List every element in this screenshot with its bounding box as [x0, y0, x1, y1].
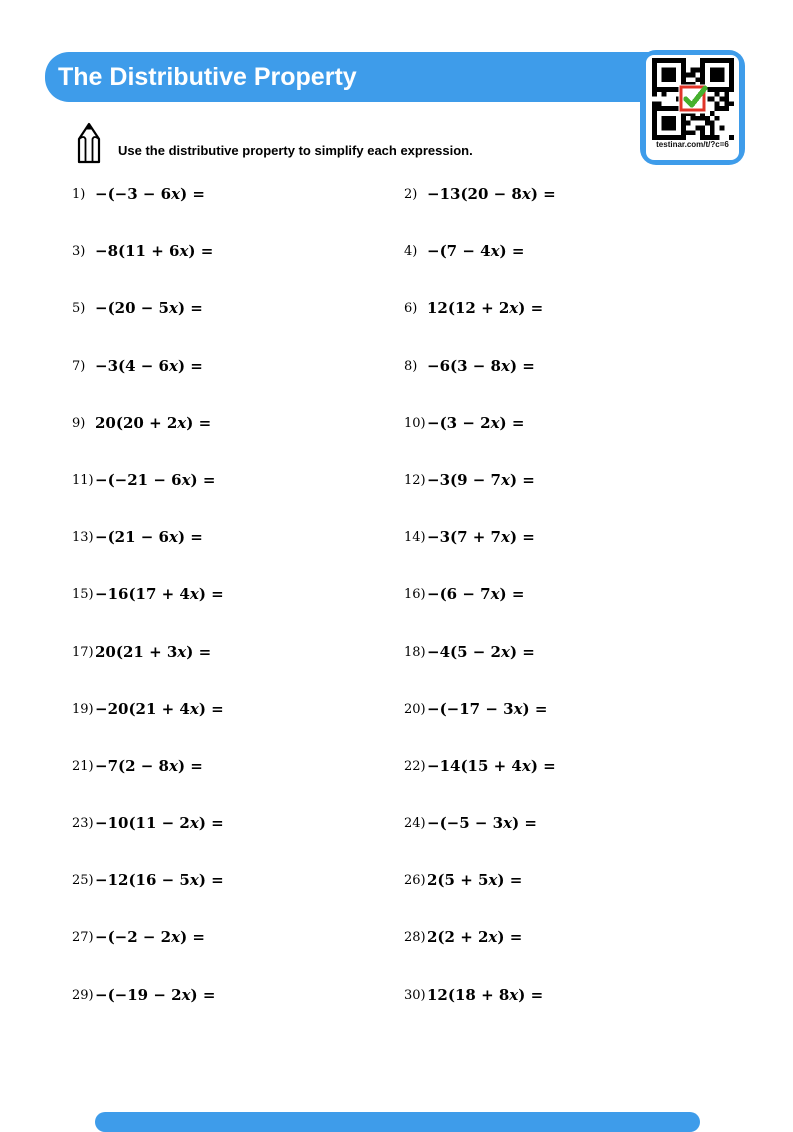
problem-expression: 12(18 + 8x) = — [427, 985, 544, 1004]
problem-number: 4) — [404, 244, 418, 260]
problem-expression: −(−19 − 2x) = — [95, 985, 216, 1004]
problem-expression: −6(3 − 8x) = — [427, 356, 535, 375]
problem-number: 6) — [404, 301, 418, 317]
problem-item — [404, 643, 742, 700]
problem-item — [72, 242, 404, 299]
problem-expression: −(20 − 5x) = — [95, 299, 203, 318]
problem-number: 24) — [404, 816, 426, 832]
problem-number: 9) — [72, 415, 86, 431]
footer-bar — [95, 1112, 700, 1132]
problem-number: 10) — [404, 415, 426, 431]
pencil-icon — [76, 122, 102, 164]
problem-number: 2) — [404, 187, 418, 202]
problem-item — [404, 357, 742, 414]
problem-number: 29) — [72, 987, 94, 1003]
problem-expression: −(3 − 2x) = — [427, 413, 525, 432]
problem-expression: −10(11 − 2x) = — [95, 814, 224, 833]
qr-pattern-icon — [652, 58, 734, 140]
problem-item — [404, 299, 742, 356]
problem-number: 16) — [404, 587, 426, 603]
problem-item — [72, 585, 404, 642]
problem-number: 17) — [72, 644, 94, 660]
problem-expression: −(−5 − 3x) = — [427, 814, 537, 833]
problem-item — [72, 185, 404, 242]
problem-number: 5) — [72, 301, 86, 317]
problem-item — [72, 928, 404, 985]
problem-item — [72, 814, 404, 871]
problem-number: 7) — [72, 358, 86, 374]
problem-item — [72, 299, 404, 356]
problem-item — [72, 986, 404, 1043]
problem-expression: −(−2 − 2x) = — [95, 928, 205, 947]
problem-expression: 20(21 + 3x) = — [95, 642, 212, 661]
problem-number: 21) — [72, 758, 94, 774]
problem-item — [404, 814, 742, 871]
problem-number: 23) — [72, 816, 94, 832]
problem-expression: −16(17 + 4x) = — [95, 585, 224, 604]
problem-expression: −12(16 − 5x) = — [95, 871, 224, 890]
problem-item — [404, 757, 742, 814]
problem-item — [404, 700, 742, 757]
problem-item — [72, 414, 404, 471]
qr-url-label: testinar.com/t/?c=6 — [656, 140, 729, 149]
problem-expression: 2(5 + 5x) = — [427, 871, 523, 890]
problem-number: 11) — [72, 472, 94, 488]
problem-expression: −(−3 − 6x) = — [95, 185, 205, 203]
problem-expression: −(6 − 7x) = — [427, 585, 525, 604]
qr-code — [646, 55, 739, 160]
problem-number: 3) — [72, 244, 86, 260]
problem-expression: −13(20 − 8x) = — [427, 185, 556, 203]
problem-item — [404, 414, 742, 471]
instruction-row — [76, 122, 473, 164]
problem-item — [72, 528, 404, 585]
problem-expression: −8(11 + 6x) = — [95, 242, 214, 261]
problem-number: 22) — [404, 758, 426, 774]
qr-code-block — [640, 50, 745, 165]
problem-item — [404, 986, 742, 1043]
problem-number: 20) — [404, 701, 426, 717]
problem-item — [404, 871, 742, 928]
problem-item — [72, 357, 404, 414]
problem-number: 12) — [404, 472, 426, 488]
problem-expression: 20(20 + 2x) = — [95, 413, 212, 432]
problem-expression: −7(2 − 8x) = — [95, 756, 203, 775]
problem-expression: −(21 − 6x) = — [95, 528, 203, 547]
problem-expression: −3(4 − 6x) = — [95, 356, 203, 375]
problem-item — [404, 928, 742, 985]
problem-expression: 12(12 + 2x) = — [427, 299, 544, 318]
problem-item — [404, 585, 742, 642]
problem-item — [72, 471, 404, 528]
problem-number: 19) — [72, 701, 94, 717]
problem-number: 14) — [404, 530, 426, 546]
problem-number: 26) — [404, 873, 426, 889]
problem-expression: 2(2 + 2x) = — [427, 928, 523, 947]
problem-item — [72, 757, 404, 814]
problem-item — [404, 242, 742, 299]
problem-item — [404, 528, 742, 585]
page-title: The Distributive Property — [58, 62, 357, 91]
problem-expression: −(−21 − 6x) = — [95, 470, 216, 489]
problem-number: 8) — [404, 358, 418, 374]
problem-number: 30) — [404, 987, 426, 1003]
problem-item — [72, 871, 404, 928]
problem-item — [72, 700, 404, 757]
problem-expression: −(−17 − 3x) = — [427, 699, 548, 718]
problem-expression: −3(7 + 7x) = — [427, 528, 535, 547]
instruction-text: Use the distributive property to simplify each expression. — [118, 142, 473, 158]
problem-number: 27) — [72, 930, 94, 946]
problems-grid — [72, 185, 742, 1043]
problem-number: 25) — [72, 873, 94, 889]
problem-item — [404, 471, 742, 528]
problem-expression: −(7 − 4x) = — [427, 242, 525, 261]
problem-number: 18) — [404, 644, 426, 660]
problem-expression: −20(21 + 4x) = — [95, 699, 224, 718]
problem-number: 28) — [404, 930, 426, 946]
problem-expression: −3(9 − 7x) = — [427, 470, 535, 489]
problem-number: 13) — [72, 530, 94, 546]
problem-expression: −4(5 − 2x) = — [427, 642, 535, 661]
problem-number: 15) — [72, 587, 94, 603]
problem-expression: −14(15 + 4x) = — [427, 756, 556, 775]
problem-item — [72, 643, 404, 700]
problem-number: 1) — [72, 187, 86, 202]
problem-item — [404, 185, 742, 242]
